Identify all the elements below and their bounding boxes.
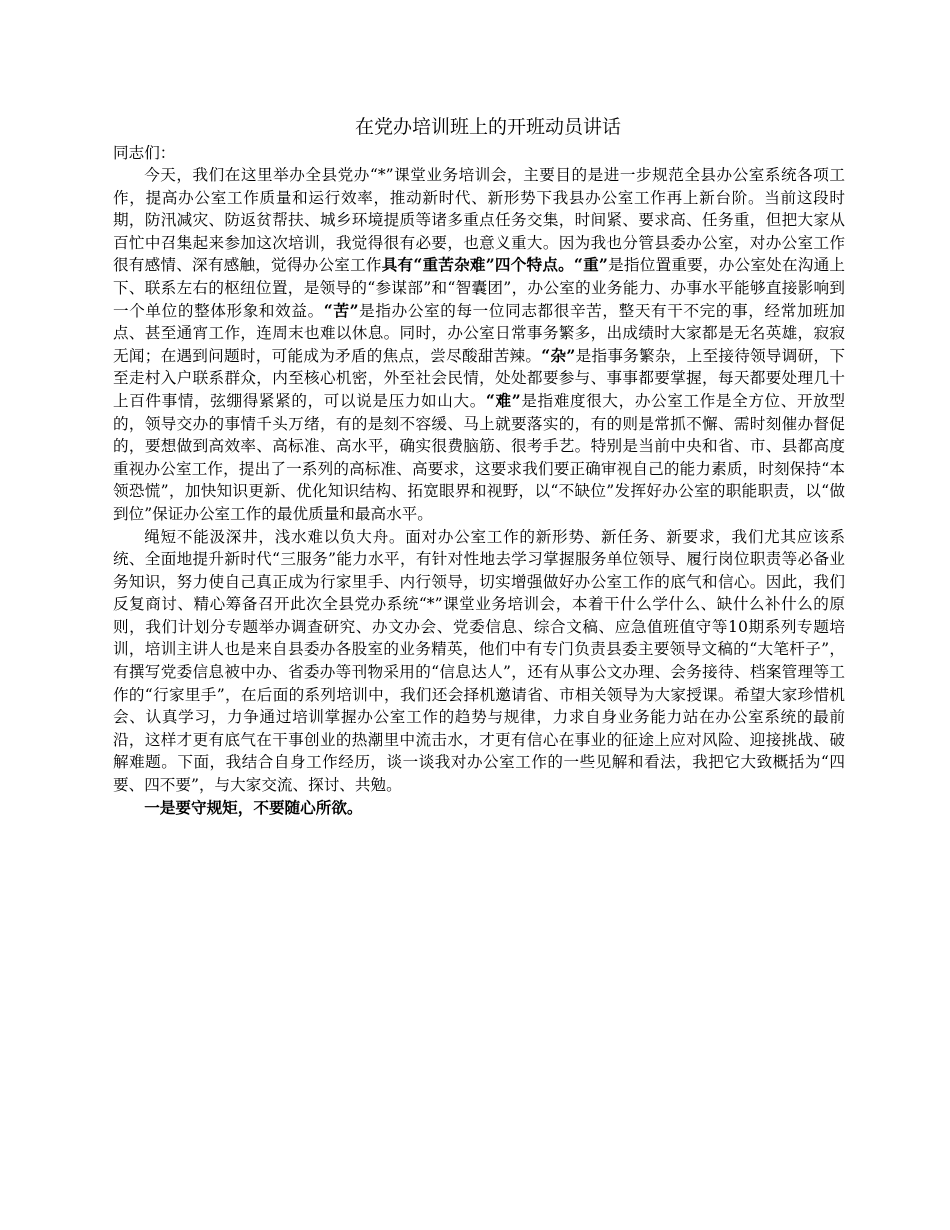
paragraph-1	[113, 164, 845, 526]
paragraph-2	[113, 526, 845, 797]
salutation: 同志们：	[113, 144, 176, 162]
paragraph-segment: 是指办公室的每一位同志都很辛苦，整天有干不完的事，经常加班加点、甚至通宵工作，连周末也难以休息。同时，办公室日常事务繁多，出成绩时大家都是无名英雄，寂寂无闻；在遇到问题时，可能成为矛盾的焦点，尝尽酸甜苦辣。	[113, 301, 845, 365]
paragraph-segment: 是指事务繁杂，上至接待领导调研，下至走村入户联系群众，内至核心机密，外至社会民情，处处都要参与、事事都要掌握，每天都要处理几十上百件事情，弦绷得紧紧的，可以说是压力如山大。	[113, 346, 845, 410]
paragraph-segment-bold: “杂”	[541, 345, 576, 365]
document-page	[113, 112, 845, 819]
paragraph-segment-bold: 具有“重苦杂难”四个特点。“重”	[381, 255, 608, 275]
paragraph-segment-bold: “苦”	[323, 300, 359, 320]
paragraph-segment-bold: “难”	[485, 390, 521, 410]
paragraph-segment: 是指位置重要，办公室处在沟通上下、联系左右的枢纽位置，是领导的“参谋部”和“智囊团”，办公室的业务能力、办事水平能够直接影响到一个单位的整体形象和效益。	[113, 256, 845, 320]
document-title: 在党办培训班上的开班动员讲话	[354, 116, 621, 138]
paragraph-segment: 今天，我们在这里举办全县党办“*”课堂业务培训会，主要目的是进一步规范全县办公室系统各项工作，提高办公室工作质量和运行效率，推动新时代、新形势下我县办公室工作再上新台阶。当前这段时期，防汛减灾、防返贫帮扶、城乡环境提质等诸多重点任务交集，时间紧、要求高、任务重，但把大家从百忙中召集起来参加这次培训，我觉得很有必要，也意义重大。因为我也分管县委办公室，对办公室工作很有感情、深有感触，觉得办公室工作	[113, 166, 845, 275]
section-heading-1	[113, 797, 845, 820]
paragraph-segment: 是指难度很大，办公室工作是全方位、开放型的，领导交办的事情千头万绪，有的是刻不容缓、马上就要落实的，有的则是常抓不懈、需时刻催办督促的，要想做到高效率、高标准、高水平，确实很费脑筋、很考手艺。特别是当前中央和省、市、县都高度重视办公室工作，提出了一系列的高标准、高要求，这要求我们要正确审视自己的能力素质，时刻保持“本领恐慌”，加快知识更新、优化知识结构、拓宽眼界和视野，以“不缺位”发挥好办公室的职能职责，以“做到位”保证办公室工作的最优质量和最高水平。	[113, 391, 845, 523]
paragraph-segment: 绳短不能汲深井，浅水难以负大舟。面对办公室工作的新形势、新任务、新要求，我们尤其应该系统、全面地提升新时代“三服务”能力水平，有针对性地去学习掌握服务单位领导、履行岗位职责等必备业务知识，努力使自己真正成为行家里手、内行领导，切实增强做好办公室工作的底气和信心。因此，我们反复商讨、精心筹备召开此次全县党办系统“*”课堂业务培训会，本着干什么学什么、缺什么补什么的原则，我们计划分专题举办调查研究、办文办会、党委信息、综合文稿、应急值班值守等10期系列专题培训，培训主讲人也是来自县委办各股室的业务精英，他们中有专门负责县委主要领导文稿的“大笔杆子”，有撰写党委信息被中办、省委办等刊物采用的“信息达人”，还有从事公文办理、会务接待、档案管理等工作的“行家里手”，在后面的系列培训中，我们还会择机邀请省、市相关领导为大家授课。希望大家珍惜机会、认真学习，力争通过培训掌握办公室工作的趋势与规律，力求自身业务能力站在办公室系统的最前沿，这样才更有底气在干事创业的热潮里中流击水，才更有信心在事业的征途上应对风险、迎接挑战、破解难题。下面，我结合自身工作经历，谈一谈我对办公室工作的一些见解和看法，我把它大致概括为“四要、四不要”，与大家交流、探讨、共勉。	[113, 527, 845, 795]
paragraph-segment-bold: 一是要守规矩，不要随心所欲。	[144, 797, 363, 817]
